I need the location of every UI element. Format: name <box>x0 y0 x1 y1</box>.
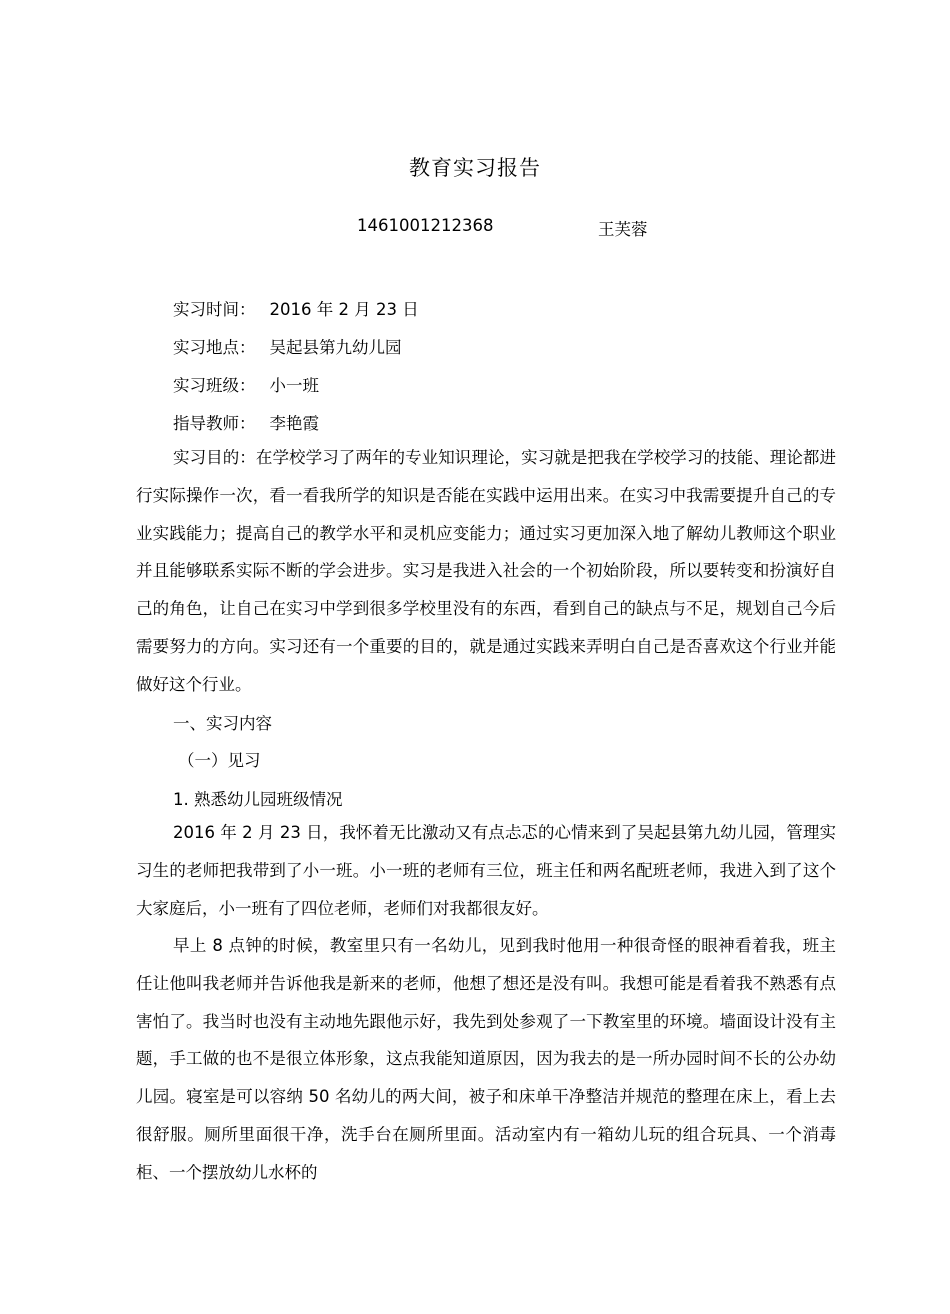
section-heading: 一、实习内容 <box>173 714 272 733</box>
item-heading: 1. 熟悉幼儿园班级情况 <box>173 790 343 809</box>
field-supervisor <box>173 410 319 434</box>
body-paragraph-1: 2016 年 2 月 23 日，我怀着无比激动又有点忐忑的心情来到了吴起县第九幼儿园，管理实习生的老师把我带到了小一班。小一班的老师有三位，班主任和两名配班老师，我进入到了这个大家庭后，小一班有了四位老师，老师们对我都很友好。 <box>136 823 836 918</box>
field-value: 李艳霞 <box>269 414 319 433</box>
body-paragraph-2: 早上 8 点钟的时候，教室里只有一名幼儿，见到我时他用一种很奇怪的眼神看着我，班主任让他叫我老师并告诉他我是新来的老师，他想了想还是没有叫。我想可能是看着我不熟悉有点害怕了。我当时也没有主动地先跟他示好，我先到处参观了一下教室里的环境。墙面设计没有主题，手工做的也不是很立体形象，这点我能知道原因，因为我去的是一所办园时间不长的公办幼儿园。寝室是可以容纳 50 名幼儿的两大间，被子和床单干净整洁并规范的整理在床上，看上去很舒服。厕所里面很干净，洗手台在厕所里面。活动室内有一箱幼儿玩的组合玩具、一个消毒柜、一个摆放幼儿水杯的 <box>136 936 836 1182</box>
field-internship-place <box>173 334 402 358</box>
subsection-heading: （一）见习 <box>178 751 261 770</box>
field-label: 实习地点： <box>173 338 256 357</box>
field-internship-time <box>173 296 419 320</box>
field-value: 2016 年 2 月 23 日 <box>269 300 419 319</box>
field-label: 实习班级： <box>173 376 256 395</box>
student-name: 王芙蓉 <box>598 220 648 239</box>
document-title: 教育实习报告 <box>409 156 541 180</box>
field-label: 指导教师： <box>173 414 256 433</box>
field-value: 吴起县第九幼儿园 <box>269 338 402 357</box>
field-value: 小一班 <box>269 376 319 395</box>
purpose-paragraph: 实习目的：在学校学习了两年的专业知识理论，实习就是把我在学校学习的技能、理论都进行实际操作一次，看一看我所学的知识是否能在实践中运用出来。在实习中我需要提升自己的专业实践能力；提高自己的教学水平和灵机应变能力；通过实习更加深入地了解幼儿教师这个职业并且能够联系实际不断的学会进步。实习是我进入社会的一个初始阶段，所以要转变和扮演好自己的角色，让自己在实习中学到很多学校里没有的东西，看到自己的缺点与不足，规划自己今后需要努力的方向。实习还有一个重要的目的，就是通过实践来弄明白自己是否喜欢这个行业并能做好这个行业。 <box>136 448 836 694</box>
student-id: 1461001212368 <box>357 216 494 235</box>
field-label: 实习时间： <box>173 300 256 319</box>
field-internship-class <box>173 372 319 396</box>
